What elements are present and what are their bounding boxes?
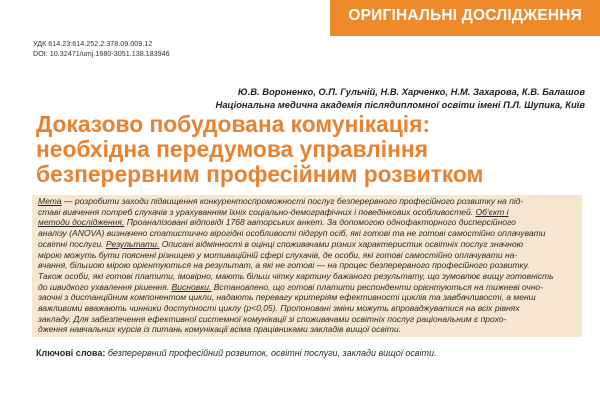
abstract-text: до швидкого ухвалення рішення. xyxy=(38,281,172,292)
udk-code: УДК 614.23:614.252.2:378.09.009.12 xyxy=(33,39,153,48)
abstract-heading-aim: Мета xyxy=(38,196,62,206)
abstract-heading-conclusions: Висновки. xyxy=(171,281,212,292)
abstract-line: Також особи, які готові платити, імовірно, мають більш чітку картину бажаного результату, що зумовлює вищу готовність xyxy=(38,270,554,281)
article-title xyxy=(36,112,596,187)
keywords xyxy=(36,347,596,359)
abstract-text: — розробити заходи підвищення конкурентоспроможності послуг безперервного професійного розвитку на під- xyxy=(61,196,524,206)
abstract-heading-methods-cont: методи дослідження. xyxy=(38,217,125,228)
abstract-line xyxy=(38,196,580,207)
abstract-line: дження навчальних курсів із питань комунікації всіма працівниками закладів вищої освіти. xyxy=(38,324,402,335)
abstract-text: Описані відмінності в оцінці споживачами різних характеристик освітніх послуг значною xyxy=(159,238,524,249)
doi[interactable]: DOI: 10.32471/umj.1680-3051.138.183946 xyxy=(33,49,170,58)
affiliation: Національна медична академія післядипломної освіти імені П.Л. Шупика, Київ xyxy=(215,98,585,110)
abstract-text: Встановлено, що готові платити респонденти орієнтуються на тижневі очно- xyxy=(211,281,544,292)
keywords-label: Ключові слова: xyxy=(36,348,106,358)
abstract xyxy=(38,196,580,335)
author-block xyxy=(216,86,585,111)
abstract-line: заочні з дистанційним компонентом цикли, надають перевагу критеріям ефективності циклів та завбачливості, а менш xyxy=(38,292,536,303)
abstract-text: Проаналізовані відповіді 1768 авторських анкет. За допомогою однофакторного дисперсійного xyxy=(124,217,516,228)
title-line: необхідна передумова управління xyxy=(36,136,428,162)
abstract-text: освітні послуги. xyxy=(38,238,106,249)
abstract-line: мірою можуть бути пояснені різницею у мотиваційній сфері слухачів, де особи, які готові самостійно оплачувати на- xyxy=(38,249,518,260)
title-line: безперервним професійним розвитком xyxy=(36,161,484,187)
abstract-line xyxy=(38,282,580,293)
abstract-line: закладу. Для забезпечення ефективної системної комунікації зі споживачами освітніх послуг раціональним є прохо- xyxy=(38,313,507,324)
abstract-text: ставі вивчення потреб слухачів з урахуванням їхніх соціально-демографічних і поведінкових особливостей. xyxy=(38,206,476,217)
article-identifiers xyxy=(33,39,333,59)
abstract-heading-results: Результати. xyxy=(105,238,160,249)
abstract-line: аналізу (ANOVA) визначено статистично вірогідні особливості підгруп осіб, які готові та не готові самостійно оплачувати xyxy=(38,228,546,239)
keywords-text: безперервний професійний розвиток, освітні послуги, заклади вищої освіти. xyxy=(105,348,437,358)
abstract-line xyxy=(38,239,580,250)
abstract-line xyxy=(38,217,580,228)
abstract-line: важливими вважають чинники доступності циклу (p<0,05). Пропоновані зміни можуть впроваджуватися на всіх рівнях xyxy=(38,303,520,314)
section-header-label: ОРИГІНАЛЬНІ ДОСЛІДЖЕННЯ xyxy=(348,7,582,24)
title-line: Доказово побудована комунікація: xyxy=(36,111,431,137)
abstract-line: вчання, більшою мірою орієнтуються на результат, а які не готові — на процес безперервного професійного розвитку. xyxy=(38,260,530,271)
section-header-band xyxy=(330,0,600,36)
abstract-heading-methods: Об’єкт і xyxy=(475,206,509,217)
abstract-line xyxy=(38,207,580,218)
authors-list: Ю.В. Вороненко, О.П. Гульчій, Н.В. Харченко, Н.М. Захарова, К.В. Балашов xyxy=(237,86,585,97)
